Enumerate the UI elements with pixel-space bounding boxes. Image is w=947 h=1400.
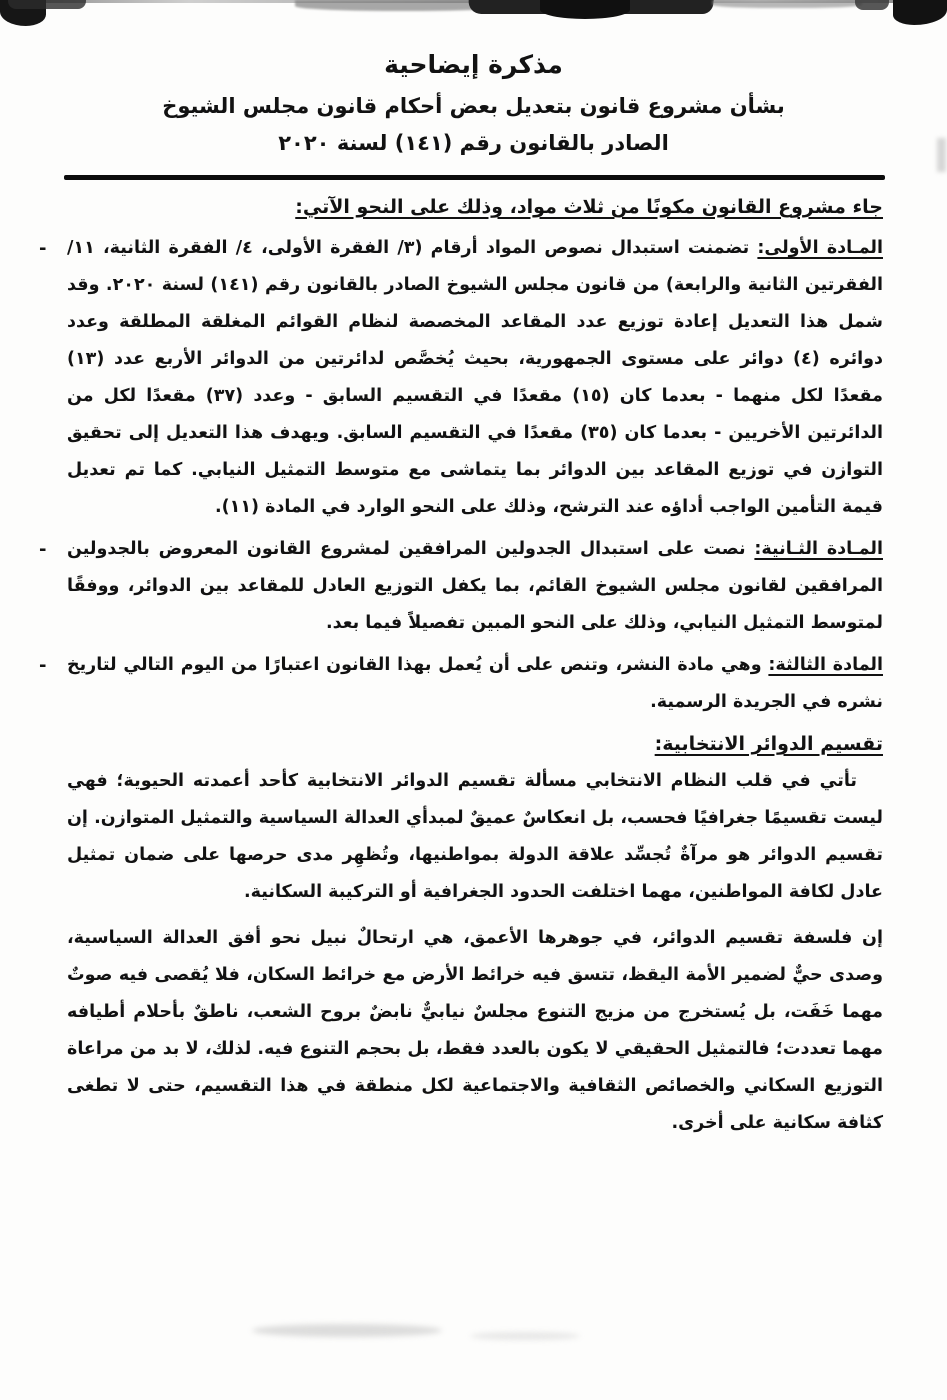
scan-artifact-bottom-1 (252, 1324, 442, 1337)
article-2-label: المـادة الثـانية: (754, 539, 883, 559)
article-3-label: المادة الثالثة: (768, 655, 883, 675)
document-body (39, 196, 883, 1142)
document-title: مذكرة إيضاحية (384, 50, 563, 79)
body-paragraph-1: تأتي في قلب النظام الانتخابي مسألة تقسيم الدوائر الانتخابية كأحد أعمدته الحيوية؛ فهي ليست تقسيمًا جغرافيًا فحسب، بل انعكاسٌ عميقٌ لمبدأي العدالة السياسية والتمثيل المتوازن. إن تقسيم الدوائر هو مرآةٌ تُجسِّد علاقة الدولة بمواطنيها، وتُظهِر مدى حرصها على ضمان تمثيل عادل لكافة المواطنين، مهما اختلفت الحدود الجغرافية أو التركيبة السكانية. (67, 771, 883, 902)
article-1-label: المـادة الأولى: (757, 238, 883, 258)
dash-marker: - (39, 539, 47, 560)
divider-rule (64, 175, 885, 180)
document-subtitle: بشأن مشروع قانون بتعديل بعض أحكام قانون مجلس الشيوخ (162, 94, 785, 118)
document-header (0, 0, 947, 155)
scan-artifact-bottom-2 (470, 1332, 580, 1340)
article-3-text: وهي مادة النشر، وتنص على أن يُعمل بهذا القانون اعتبارًا من اليوم التالي لتاريخ نشره في الجريدة الرسمية. (67, 655, 883, 712)
dash-marker: - (39, 655, 47, 676)
intro-heading: جاء مشروع القانون مكونًا من ثلاث مواد، وذلك على النحو الآتي: (295, 196, 883, 218)
document-law-number: الصادر بالقانون رقم (١٤١) لسنة ٢٠٢٠ (278, 131, 669, 155)
article-1-text: تضمنت استبدال نصوص المواد أرقام (٣/ الفقرة الأولى، ٤/ الفقرة الثانية، ١١/ الفقرتين الثانية والرابعة) من قانون مجلس الشيوخ الصادر بالقانون رقم (١٤١) لسنة ٢٠٢٠. وقد شمل هذا التعديل إعادة توزيع عدد المقاعد المخصصة لنظام القوائم المغلقة المطلقة وعدد دوائره (٤) دوائر على مستوى الجمهورية، بحيث يُخصَّص لدائرتين من الدوائر الأربع عدد (١٣) مقعدًا لكل منهما - بعدما كان (١٥) مقعدًا في التقسيم السابق - وعدد (٣٧) مقعدًا لكل من الدائرتين الأخريين - بعدما كان (٣٥) مقعدًا في التقسيم السابق. ويهدف هذا التعديل إلى تحقيق التوازن في توزيع المقاعد بين الدوائر بما يتماشى مع متوسط التمثيل النيابي. كما تم تعديل قيمة التأمين الواجب أداؤه عند الترشح، وذلك على النحو الوارد في المادة (١١). (67, 238, 883, 517)
article-item-2 (39, 531, 883, 642)
article-2-text: نصت على استبدال الجدولين المرافقين لمشروع القانون المعروض بالجدولين المرافقين لقانون مجلس الشيوخ القائم، بما يكفل التوزيع العادل للمقاعد بين الدوائر، ووفقًا لمتوسط التمثيل النيابي، وذلك على النحو المبين تفصيلاً فيما بعد. (67, 539, 883, 633)
article-item-1 (39, 230, 883, 526)
body-paragraph-2: إن فلسفة تقسيم الدوائر، في جوهرها الأعمق، هي ارتحالٌ نبيل نحو أفق العدالة السياسية، وصدى حيٌّ لضمير الأمة اليقظ، تتسق فيه خرائط الأرض مع خرائط السكان، فلا يُقصى فيه صوتٌ مهما خَفَت، بل يُستخرج من مزيج التنوع مجلسٌ نيابيٌّ نابضٌ بروح الشعب، ناطقٌ بأحلام أطيافه مهما تعددت؛ فالتمثيل الحقيقي لا يكون بالعدد فقط، بل بحجم التنوع فيه. لذلك، لا بد من مراعاة التوزيع السكاني والخصائص الثقافية والاجتماعية لكل منطقة في هذا التقسيم، حتى لا تطغى كثافة سكانية على أخرى. (67, 928, 883, 1133)
section-heading-districts: تقسيم الدوائر الانتخابية: (654, 733, 883, 755)
dash-marker: - (39, 238, 47, 259)
article-item-3 (39, 647, 883, 721)
